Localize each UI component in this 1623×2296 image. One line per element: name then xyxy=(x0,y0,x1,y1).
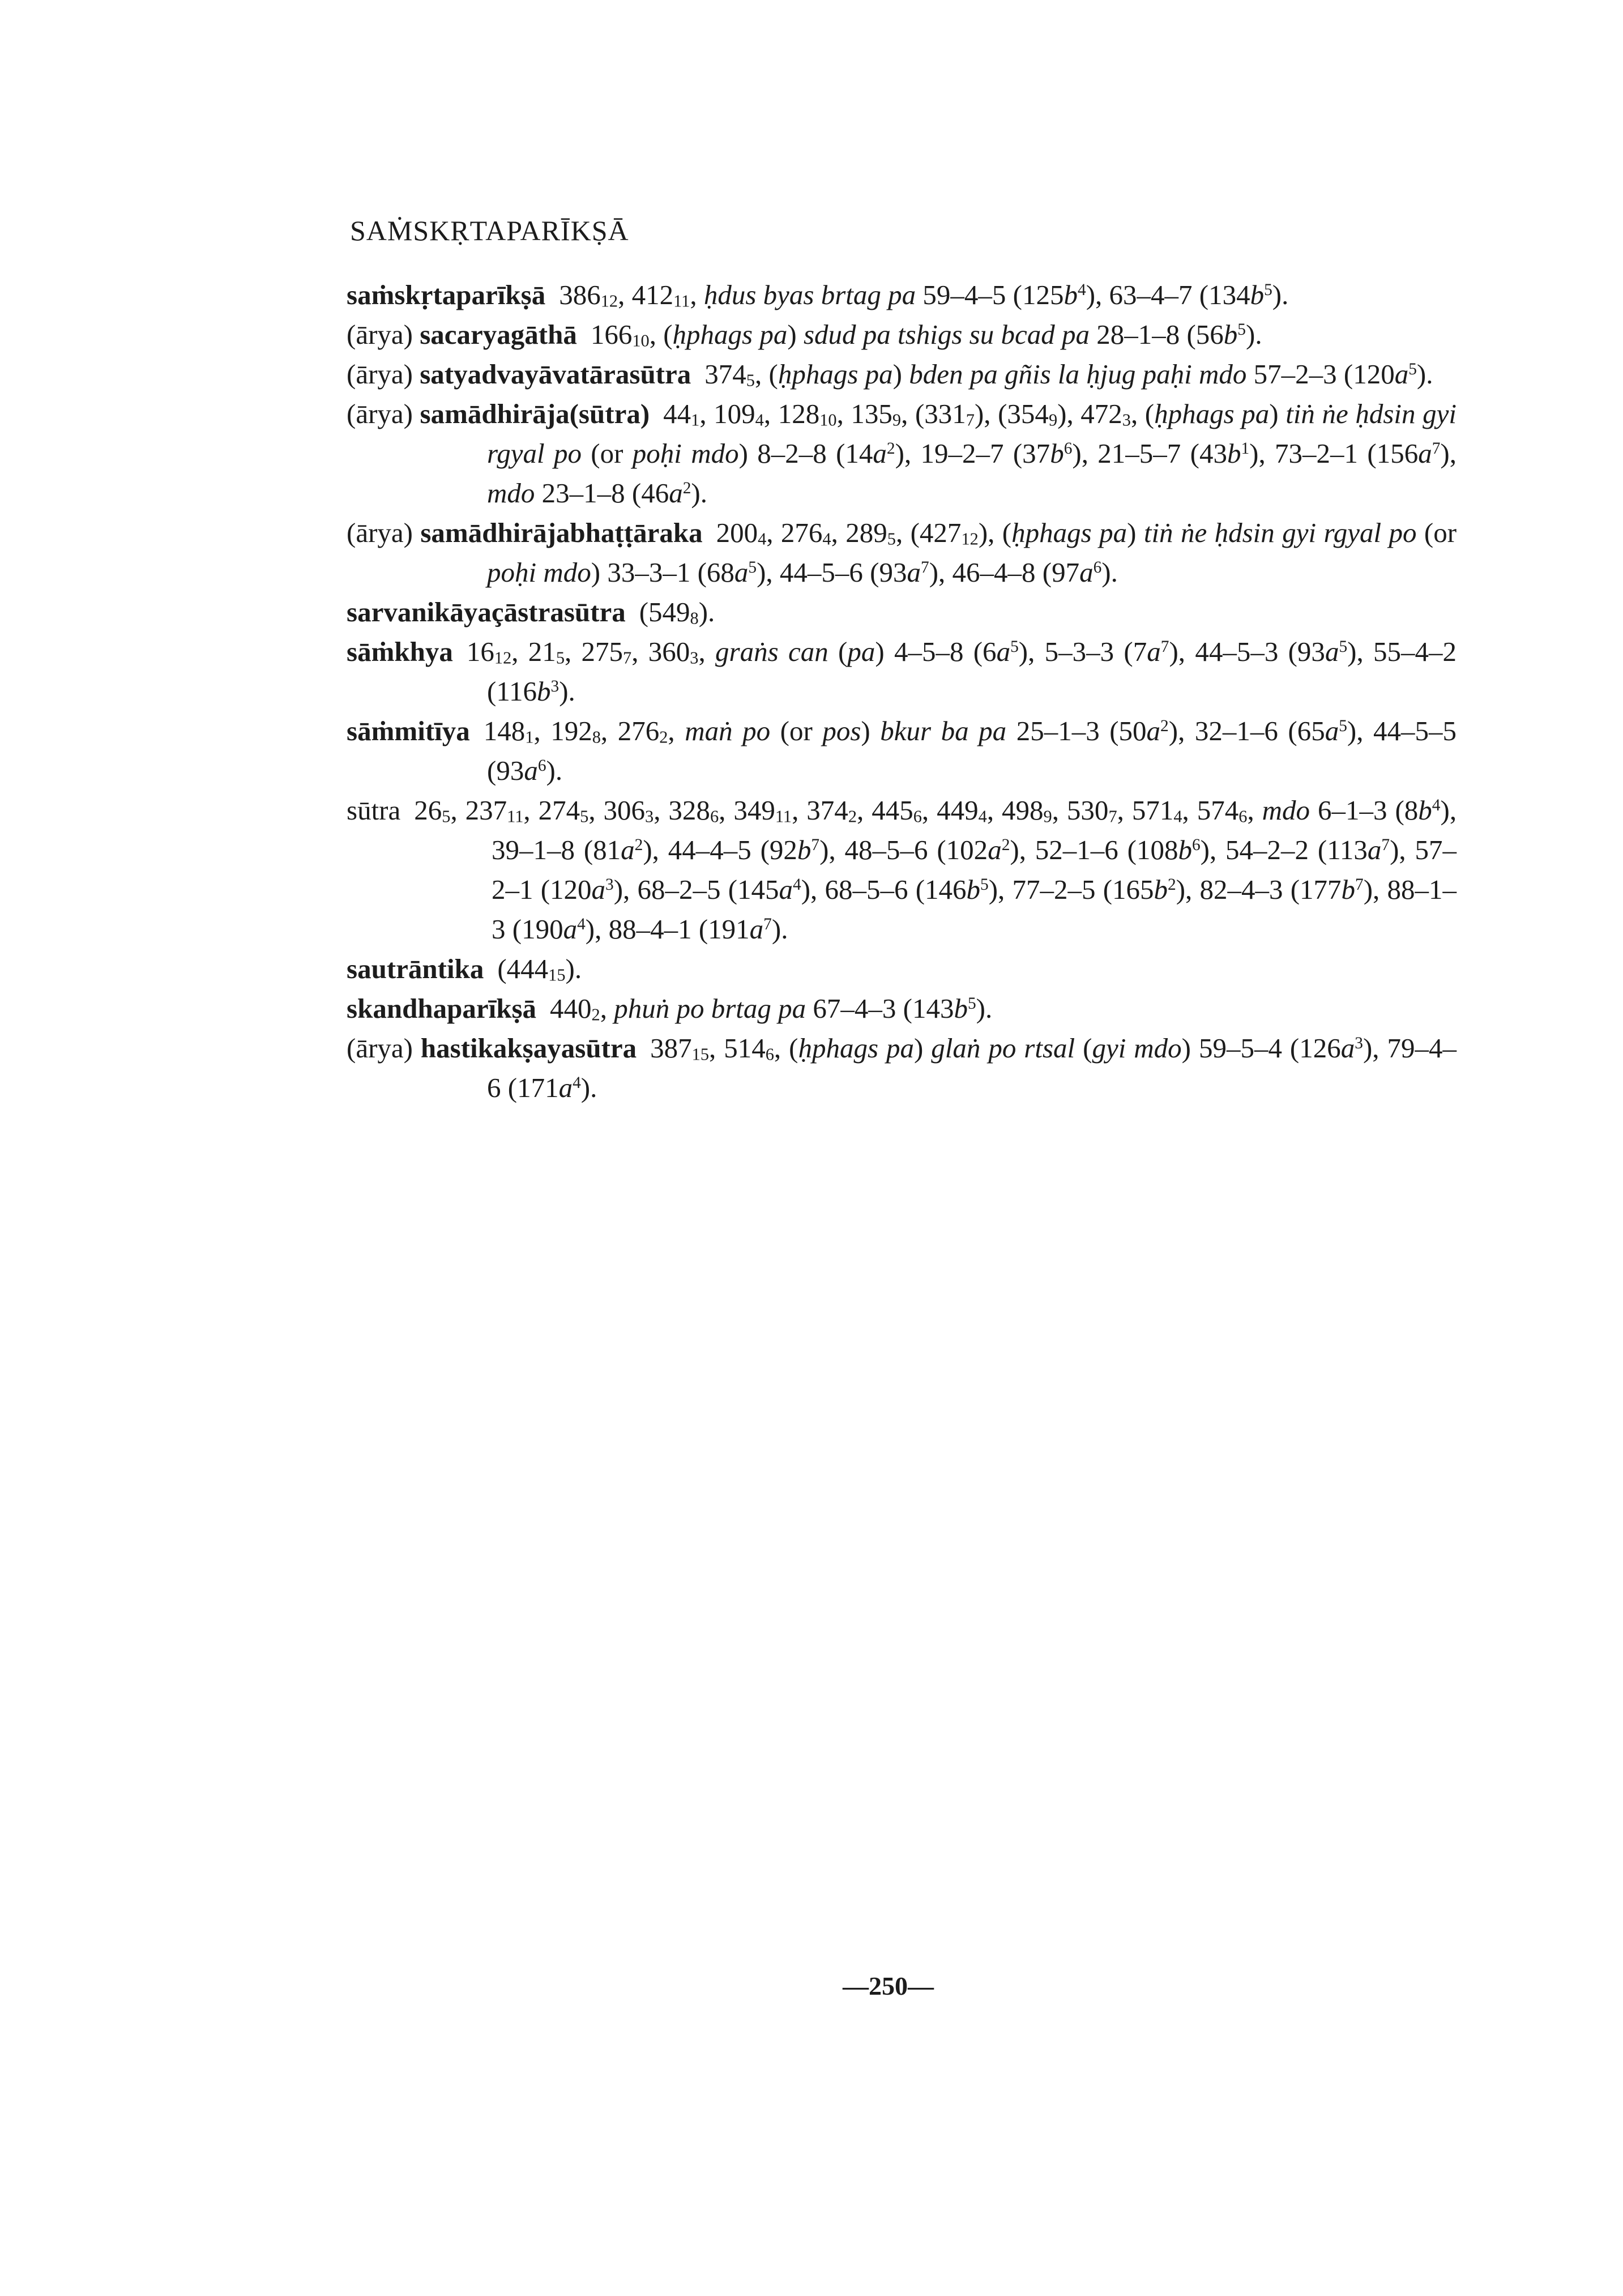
entry-text: ), 54–2–2 (113 xyxy=(1200,834,1368,865)
entry-references xyxy=(639,596,715,628)
entry-text: ) 4–5–8 (6 xyxy=(875,636,997,667)
entry-text: a xyxy=(1367,834,1382,865)
entry-text: ), 44–5–3 (93 xyxy=(1169,636,1325,667)
entry-text: 7 xyxy=(1432,439,1441,458)
index-entry xyxy=(347,711,1457,791)
entry-prefix: (ārya) xyxy=(347,398,420,429)
entry-text: , (427 xyxy=(895,517,962,548)
entry-text: , (331 xyxy=(901,398,966,429)
entry-references xyxy=(497,953,582,984)
entry-headword: sūtra xyxy=(347,795,401,826)
entry-text: ), 82–4–3 (177 xyxy=(1176,874,1342,905)
entry-text: ) xyxy=(1127,517,1144,548)
entry-text: ). xyxy=(580,1072,597,1103)
entry-text: 7 xyxy=(1108,806,1117,826)
entry-text: ), 19–2–7 (37 xyxy=(895,438,1050,469)
entry-text: bden pa gñis la ḥjug paḥi mdo xyxy=(909,359,1247,390)
entry-text: , 128 xyxy=(763,398,820,429)
entry-text: ), 88–1–3 (190 xyxy=(492,874,1457,945)
entry-text: ) 59–5–4 (126 xyxy=(1181,1032,1341,1064)
entry-text: ), 55–4–2 (116 xyxy=(487,636,1457,707)
entry-text: ). xyxy=(559,676,575,707)
entry-text: a xyxy=(996,636,1011,667)
entry-text: ), 73–2–1 (156 xyxy=(1249,438,1419,469)
entry-text: , ( xyxy=(1130,398,1155,429)
entry-text: ) xyxy=(787,319,804,350)
entry-text: pa xyxy=(847,636,875,667)
entry-text: mdo xyxy=(487,477,535,509)
entry-text: 148 xyxy=(483,715,526,746)
entry-text: 7 xyxy=(1381,835,1390,854)
entry-text: 9 xyxy=(892,410,902,430)
entry-text: mdo xyxy=(1262,795,1310,826)
entry-prefix: (ārya) xyxy=(347,359,420,390)
entry-text: a xyxy=(988,834,1002,865)
entry-text: 5 xyxy=(1339,637,1348,656)
entry-text: 3 xyxy=(605,875,614,894)
entry-headword: samādhirājabhaṭṭāraka xyxy=(420,517,703,548)
entry-references xyxy=(704,359,1433,390)
entry-text: gyi mdo xyxy=(1092,1032,1182,1064)
entry-text: 44 xyxy=(663,398,691,429)
entry-references xyxy=(559,279,1288,310)
entry-text: ) 33–3–1 (68 xyxy=(591,557,734,588)
entry-text: b xyxy=(1223,319,1238,350)
entry-text: , 571 xyxy=(1117,795,1174,826)
entry-text: , 135 xyxy=(836,398,892,429)
entry-text: a xyxy=(1079,557,1094,588)
entry-text: , ( xyxy=(774,1032,798,1064)
entry-text: a xyxy=(1146,715,1161,746)
entry-text: 440 xyxy=(550,993,592,1024)
entry-text: , xyxy=(698,636,716,667)
entry-text: ). xyxy=(771,914,788,945)
index-entry xyxy=(347,275,1457,315)
entry-headword: skandhaparīkṣā xyxy=(347,993,537,1024)
entry-text: ) xyxy=(892,359,909,390)
entry-text: b xyxy=(1341,874,1356,905)
entry-text: , xyxy=(690,279,704,310)
entry-text: 6 xyxy=(537,756,546,775)
entry-text: 3 xyxy=(550,677,559,695)
entry-text: 3 xyxy=(1122,410,1131,430)
entry-text: , ( xyxy=(649,319,673,350)
entry-references xyxy=(591,319,1262,350)
entry-text: ), 88–4–1 (191 xyxy=(585,914,750,945)
entry-text: 5 xyxy=(1264,280,1272,299)
entry-text: a xyxy=(1340,1032,1355,1064)
entry-text: 7 xyxy=(763,915,772,933)
entry-text: , 449 xyxy=(921,795,979,826)
entry-text: 4 xyxy=(1173,806,1182,826)
entry-headword: sautrāntika xyxy=(347,953,484,984)
entry-text: , 276 xyxy=(766,517,823,548)
entry-text: 26 xyxy=(414,795,442,826)
entry-text: ḥdus byas brtag pa xyxy=(703,279,916,310)
entry-text: ḥphags pa xyxy=(798,1032,914,1064)
entry-text: b xyxy=(1227,438,1241,469)
entry-text: a xyxy=(779,874,793,905)
entry-text: 6 xyxy=(1093,558,1102,577)
entry-text: 12 xyxy=(600,291,618,311)
entry-text: , 289 xyxy=(831,517,887,548)
entry-text: , 192 xyxy=(533,715,592,746)
entry-text: 7 xyxy=(966,410,975,430)
entry-text: 2 xyxy=(1001,835,1010,854)
index-entry xyxy=(347,513,1457,592)
entry-text: , 574 xyxy=(1182,795,1239,826)
entry-text: ), 52–1–6 (108 xyxy=(1010,834,1178,865)
entry-text: b xyxy=(1050,438,1064,469)
entry-text: 2 xyxy=(1160,716,1169,735)
index-entry xyxy=(347,315,1457,355)
entry-text: ḥphags pa xyxy=(1154,398,1270,429)
entry-text: graṅs can xyxy=(715,636,828,667)
entry-text: ḥphags pa xyxy=(1011,517,1127,548)
entry-text: pos xyxy=(822,715,861,746)
entry-text: ), 46–4–8 (97 xyxy=(929,557,1080,588)
entry-text: maṅ po xyxy=(685,715,771,746)
entry-text: a xyxy=(669,477,683,509)
entry-text: 5 xyxy=(556,648,565,668)
entry-text: 3 xyxy=(690,648,699,668)
entry-text: ), 39–1–8 (81 xyxy=(492,795,1457,865)
entry-text: 25–1–3 (50 xyxy=(1006,715,1147,746)
entry-text: , xyxy=(668,715,685,746)
entry-text: b xyxy=(1178,834,1192,865)
entry-text: 374 xyxy=(704,359,746,390)
entry-text: 2 xyxy=(591,1005,600,1025)
entry-text: ). xyxy=(698,596,715,628)
entry-headword: samādhirāja(sūtra) xyxy=(420,398,650,429)
entry-text: ), 472 xyxy=(1057,398,1122,429)
entry-text: b xyxy=(797,834,812,865)
entry-text: 4 xyxy=(793,875,801,894)
entry-text: 15 xyxy=(691,1044,710,1064)
entry-text: ), 48–5–6 (102 xyxy=(819,834,988,865)
entry-text: a xyxy=(563,914,578,945)
entry-headword: sāṁkhya xyxy=(347,636,453,667)
entry-prefix: (ārya) xyxy=(347,1032,421,1064)
entry-text: tiṅ ṅe ḥdsin gyi rgyal po xyxy=(487,398,1457,469)
entry-text: ). xyxy=(976,993,993,1024)
entry-text: ), 44–5–6 (93 xyxy=(757,557,907,588)
entry-text: a xyxy=(749,914,764,945)
entry-text: 3 xyxy=(1355,1034,1363,1052)
index-entry xyxy=(347,1028,1457,1108)
entry-text: ), 32–1–6 (65 xyxy=(1168,715,1325,746)
entry-text: , ( xyxy=(754,359,778,390)
entry-text: , 360 xyxy=(631,636,690,667)
entry-text: bkur ba pa xyxy=(880,715,1007,746)
entry-text: 5 xyxy=(980,875,989,894)
entry-text: 10 xyxy=(819,410,837,430)
entry-text: ), 21–5–7 (43 xyxy=(1072,438,1227,469)
entry-headword: saṁskṛtaparīkṣā xyxy=(347,279,546,310)
entry-text: a xyxy=(558,1072,573,1103)
entry-text: (or xyxy=(1416,517,1457,548)
entry-text: , 374 xyxy=(792,795,848,826)
entry-text: a xyxy=(734,557,749,588)
entry-text: b xyxy=(966,874,981,905)
entry-text: glaṅ po rtsal xyxy=(931,1032,1075,1064)
index-entry xyxy=(347,989,1457,1028)
entry-text: ), 68–5–6 (146 xyxy=(801,874,967,905)
entry-text: ) 8–2–8 (14 xyxy=(738,438,873,469)
entry-text: , 412 xyxy=(618,279,674,310)
entry-text: ( xyxy=(828,636,848,667)
entry-text: , 275 xyxy=(565,636,623,667)
entry-text: 1 xyxy=(691,410,700,430)
entry-text: , 445 xyxy=(857,795,913,826)
entry-text: 5 xyxy=(1237,320,1246,339)
entry-headword: sacaryagāthā xyxy=(420,319,577,350)
entry-text: , 328 xyxy=(654,795,710,826)
page-title: SAṀSKṚTAPARĪKṢĀ xyxy=(350,215,629,246)
entry-text: 12 xyxy=(961,529,979,549)
entry-text: 5 xyxy=(1010,637,1019,656)
entry-text: b xyxy=(1064,279,1078,310)
entry-text: 16 xyxy=(466,636,494,667)
entry-text: , 237 xyxy=(450,795,507,826)
entry-text: b xyxy=(1250,279,1265,310)
entry-headword: sarvanikāyaçāstrasūtra xyxy=(347,596,626,628)
entry-text: ). xyxy=(565,953,582,984)
entry-text: phuṅ po brtag pa xyxy=(614,993,806,1024)
entry-text: ), 44–4–5 (92 xyxy=(643,834,797,865)
entry-text: 2 xyxy=(659,727,668,747)
entry-text: 7 xyxy=(811,835,820,854)
entry-text: a xyxy=(873,438,887,469)
entry-text: 5 xyxy=(748,558,757,577)
entry-text: 200 xyxy=(716,517,758,548)
entry-prefix: (ārya) xyxy=(347,319,420,350)
entry-text: 15 xyxy=(548,965,566,985)
entry-text: ), 44–5–5 (93 xyxy=(487,715,1457,786)
entry-text: sdud pa tshigs su bcad pa xyxy=(803,319,1090,350)
entry-text: 6 xyxy=(1238,806,1248,826)
entry-text: 386 xyxy=(559,279,601,310)
entry-text: 5 xyxy=(746,370,755,390)
index-entry xyxy=(347,791,1457,949)
entry-references xyxy=(467,636,1457,707)
entry-text: 387 xyxy=(650,1032,692,1064)
entry-text: 5 xyxy=(1339,716,1347,735)
entry-text: ), (354 xyxy=(974,398,1049,429)
entry-text: 6–1–3 (8 xyxy=(1310,795,1419,826)
entry-text: 4 xyxy=(822,529,831,549)
entry-references xyxy=(550,993,992,1024)
entry-text: 10 xyxy=(632,331,650,351)
entry-text: ( xyxy=(1075,1032,1092,1064)
entry-text: , 498 xyxy=(986,795,1044,826)
entry-text: 12 xyxy=(494,648,512,668)
entry-text: 2 xyxy=(682,479,691,497)
entry-text: , 276 xyxy=(600,715,660,746)
entry-text: ) xyxy=(913,1032,932,1064)
entry-text: ), ( xyxy=(978,517,1012,548)
entry-text: 59–4–5 (125 xyxy=(916,279,1064,310)
entry-text: 7 xyxy=(920,558,929,577)
entry-text: a xyxy=(1325,715,1339,746)
entry-text: 11 xyxy=(775,806,792,826)
entry-text: a xyxy=(1394,359,1409,390)
entry-text: 6 xyxy=(710,806,719,826)
entry-text: ), 57–2–1 (120 xyxy=(492,834,1457,905)
entry-text: 11 xyxy=(507,806,524,826)
entry-text: b xyxy=(537,676,551,707)
entry-text: a xyxy=(591,874,606,905)
entry-text: 3 xyxy=(645,806,654,826)
entry-text: 23–1–8 (46 xyxy=(535,477,669,509)
index-entry xyxy=(347,632,1457,711)
index-entry xyxy=(347,949,1457,989)
entry-text: a xyxy=(907,557,921,588)
entry-headword: sāṁmitīya xyxy=(347,715,470,746)
entry-text: b xyxy=(1154,874,1168,905)
entry-text: ). xyxy=(1416,359,1433,390)
entry-text: 5 xyxy=(442,806,451,826)
entry-text: poḥi mdo xyxy=(487,557,591,588)
entry-text: 6 xyxy=(1064,439,1073,458)
entry-text: a xyxy=(524,755,538,786)
entry-text: 7 xyxy=(1355,875,1364,894)
entry-text: ), 77–2–5 (165 xyxy=(988,874,1154,905)
index-entry xyxy=(347,355,1457,394)
entry-text: 6 xyxy=(765,1044,774,1064)
entry-text: 11 xyxy=(673,291,690,311)
entry-text: tiṅ ṅe ḥdsin gyi rgyal po xyxy=(1143,517,1417,548)
entry-references xyxy=(484,715,1457,786)
entry-text: ). xyxy=(1101,557,1118,588)
entry-text: 9 xyxy=(1043,806,1052,826)
entry-text: 1 xyxy=(1241,439,1250,458)
entry-text: (549 xyxy=(639,596,690,628)
entry-text: 4 xyxy=(577,915,586,933)
entry-text: b xyxy=(954,993,968,1024)
entry-text: (444 xyxy=(497,953,549,984)
entry-references xyxy=(414,795,1457,945)
entry-text: ), 5–3–3 (7 xyxy=(1018,636,1147,667)
entry-text: ). xyxy=(1246,319,1262,350)
entry-text: , 274 xyxy=(523,795,580,826)
entry-text: , 21 xyxy=(511,636,556,667)
entry-text: , xyxy=(1247,795,1262,826)
entry-text: 1 xyxy=(525,727,534,747)
entry-text: a xyxy=(1325,636,1339,667)
entry-text: , 349 xyxy=(719,795,775,826)
entry-text: poḥi mdo xyxy=(632,438,739,469)
entry-text: ḥphags pa xyxy=(778,359,893,390)
entry-text: , 109 xyxy=(699,398,755,429)
entry-text: 7 xyxy=(623,648,632,668)
entry-text: 8 xyxy=(592,727,601,747)
entry-text: 7 xyxy=(1160,637,1169,656)
entry-text: a xyxy=(1147,636,1161,667)
entry-text: , 306 xyxy=(588,795,646,826)
entry-text: 2 xyxy=(886,439,895,458)
entry-text: 6 xyxy=(913,806,922,826)
entry-text: 2 xyxy=(1168,875,1176,894)
entry-text: 4 xyxy=(573,1073,581,1092)
entry-text: ). xyxy=(1272,279,1289,310)
entry-text: , 514 xyxy=(709,1032,766,1064)
entry-text: , xyxy=(600,993,614,1024)
entry-text: 5 xyxy=(887,529,896,549)
entry-text: (or xyxy=(770,715,823,746)
entry-text: ). xyxy=(546,755,563,786)
entry-text: 166 xyxy=(590,319,633,350)
entry-text: 57–2–3 (120 xyxy=(1246,359,1395,390)
entry-text: 4 xyxy=(755,410,764,430)
entry-text: ). xyxy=(691,477,707,509)
entry-text: a xyxy=(621,834,635,865)
entry-prefix: (ārya) xyxy=(347,517,421,548)
entry-text: ), xyxy=(1440,438,1457,469)
entry-text: 6 xyxy=(1191,835,1201,854)
index-entry xyxy=(347,394,1457,513)
entry-text: ḥphags pa xyxy=(672,319,788,350)
index-entry xyxy=(347,592,1457,632)
entry-text: ), 79–4–6 (171 xyxy=(487,1032,1457,1103)
entry-text: 8 xyxy=(690,608,699,628)
index-entries xyxy=(347,275,1457,1108)
entry-text: 2 xyxy=(848,806,857,826)
entry-text: (or xyxy=(581,438,633,469)
entry-text: 4 xyxy=(1078,280,1086,299)
entry-text: b xyxy=(1418,795,1432,826)
entry-text: 4 xyxy=(978,806,987,826)
entry-text: 67–4–3 (143 xyxy=(806,993,954,1024)
entry-text: 28–1–8 (56 xyxy=(1089,319,1224,350)
page-number: —250— xyxy=(843,1971,934,2000)
entry-text: 5 xyxy=(580,806,589,826)
entry-headword: satyadvayāvatārasūtra xyxy=(420,359,691,390)
entry-text: 4 xyxy=(1432,796,1441,814)
entry-text: ), 63–4–7 (134 xyxy=(1086,279,1250,310)
entry-text: ) xyxy=(1269,398,1286,429)
entry-headword: hastikakṣayasūtra xyxy=(420,1032,637,1064)
entry-text: ) xyxy=(861,715,881,746)
entry-text: 5 xyxy=(967,994,976,1013)
entry-text: 4 xyxy=(758,529,767,549)
entry-text: ), 68–2–5 (145 xyxy=(613,874,779,905)
entry-text: 9 xyxy=(1048,410,1058,430)
entry-text: , 530 xyxy=(1052,795,1109,826)
entry-text: 5 xyxy=(1408,360,1417,378)
entry-text: 2 xyxy=(634,835,643,854)
entry-text: a xyxy=(1418,438,1432,469)
